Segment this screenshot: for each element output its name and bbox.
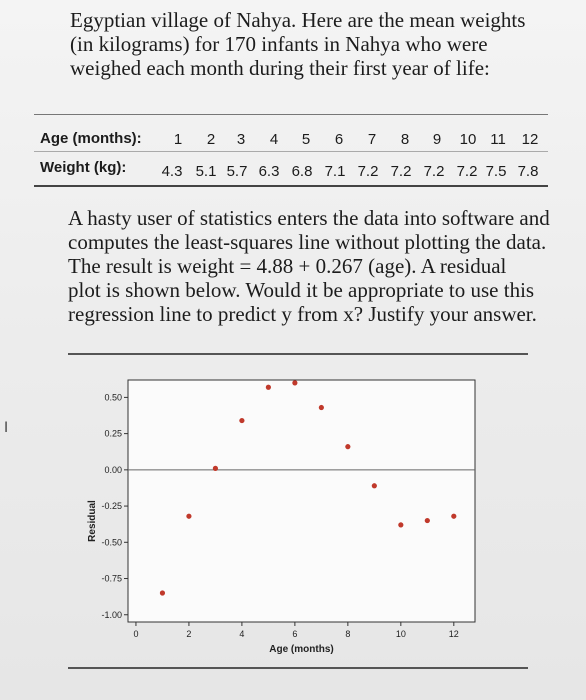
age-cell: 9 — [432, 131, 442, 148]
weight-cell: 6.3 — [258, 163, 280, 180]
residual-point — [398, 522, 403, 527]
weight-cell: 7.2 — [456, 163, 478, 180]
weight-cell: 7.8 — [517, 163, 539, 180]
residual-point — [319, 405, 324, 410]
weight-cell: 7.2 — [357, 163, 379, 180]
x-tick-label: 2 — [186, 629, 192, 639]
residual-point — [372, 483, 377, 488]
weight-row-label: Weight (kg): — [40, 159, 127, 176]
question-line: A hasty user of statistics enters the data into software and — [68, 206, 550, 230]
age-cell: 4 — [269, 131, 279, 148]
residual-point — [213, 466, 218, 471]
intro-line: Egyptian village of Nahya. Here are the mean weights — [70, 8, 526, 32]
x-tick-label: 10 — [395, 629, 406, 639]
x-tick-label: 12 — [448, 629, 459, 639]
age-row-label: Age (months): — [40, 130, 142, 147]
age-cell: 8 — [400, 131, 410, 148]
x-tick-label: 0 — [133, 629, 139, 639]
x-axis-title: Age (months) — [269, 644, 334, 655]
x-tick-label: 6 — [292, 629, 298, 639]
y-tick-label: 0.25 — [104, 428, 122, 439]
residual-point — [239, 418, 244, 423]
intro-line: (in kilograms) for 170 infants in Nahya who were — [70, 32, 488, 56]
question-line: regression line to predict y from x? Justify your answer. — [68, 302, 537, 326]
weight-cell: 5.1 — [195, 163, 217, 180]
residual-point — [186, 514, 191, 519]
y-tick-label: -0.25 — [101, 501, 122, 512]
y-axis-title: Residual — [87, 500, 98, 542]
x-tick-label: 4 — [239, 629, 245, 639]
age-cell: 1 — [173, 131, 183, 148]
weight-cell: 6.8 — [291, 163, 313, 180]
age-cell: 2 — [206, 131, 216, 148]
age-cell: 12 — [521, 131, 539, 148]
intro-line: weighed each month during their first year of life: — [70, 56, 490, 80]
age-cell: 7 — [367, 131, 377, 148]
y-tick-label: -0.50 — [101, 537, 122, 548]
age-cell: 3 — [236, 131, 246, 148]
residual-point — [266, 385, 271, 390]
y-tick-label: 0.00 — [104, 464, 122, 475]
y-tick-label: 0.50 — [104, 392, 122, 403]
question-line: computes the least-squares line without plotting the data. — [68, 230, 547, 254]
age-cell: 6 — [334, 131, 344, 148]
residual-point — [425, 518, 430, 523]
residual-point — [160, 590, 165, 595]
text-cursor-icon: I — [4, 420, 9, 436]
plot-frame — [128, 380, 475, 622]
weight-cell: 7.2 — [390, 163, 412, 180]
age-cell: 11 — [490, 131, 506, 148]
residual-point — [345, 444, 350, 449]
residual-point — [292, 380, 297, 385]
x-tick-label: 8 — [345, 629, 351, 639]
question-line: plot is shown below. Would it be appropriate to use this — [68, 278, 535, 302]
age-cell: 5 — [301, 131, 311, 148]
weight-cell: 7.2 — [423, 163, 445, 180]
residual-point — [451, 514, 456, 519]
question-line: The result is weight = 4.88 + 0.267 (age). A residual — [68, 254, 507, 278]
weight-cell: 4.3 — [161, 163, 183, 180]
y-tick-label: -0.75 — [101, 573, 122, 584]
age-cell: 10 — [459, 131, 477, 148]
y-tick-label: -1.00 — [101, 609, 122, 620]
weight-cell: 7.5 — [485, 163, 507, 180]
weight-cell: 5.7 — [226, 163, 248, 180]
weight-cell: 7.1 — [324, 163, 346, 180]
